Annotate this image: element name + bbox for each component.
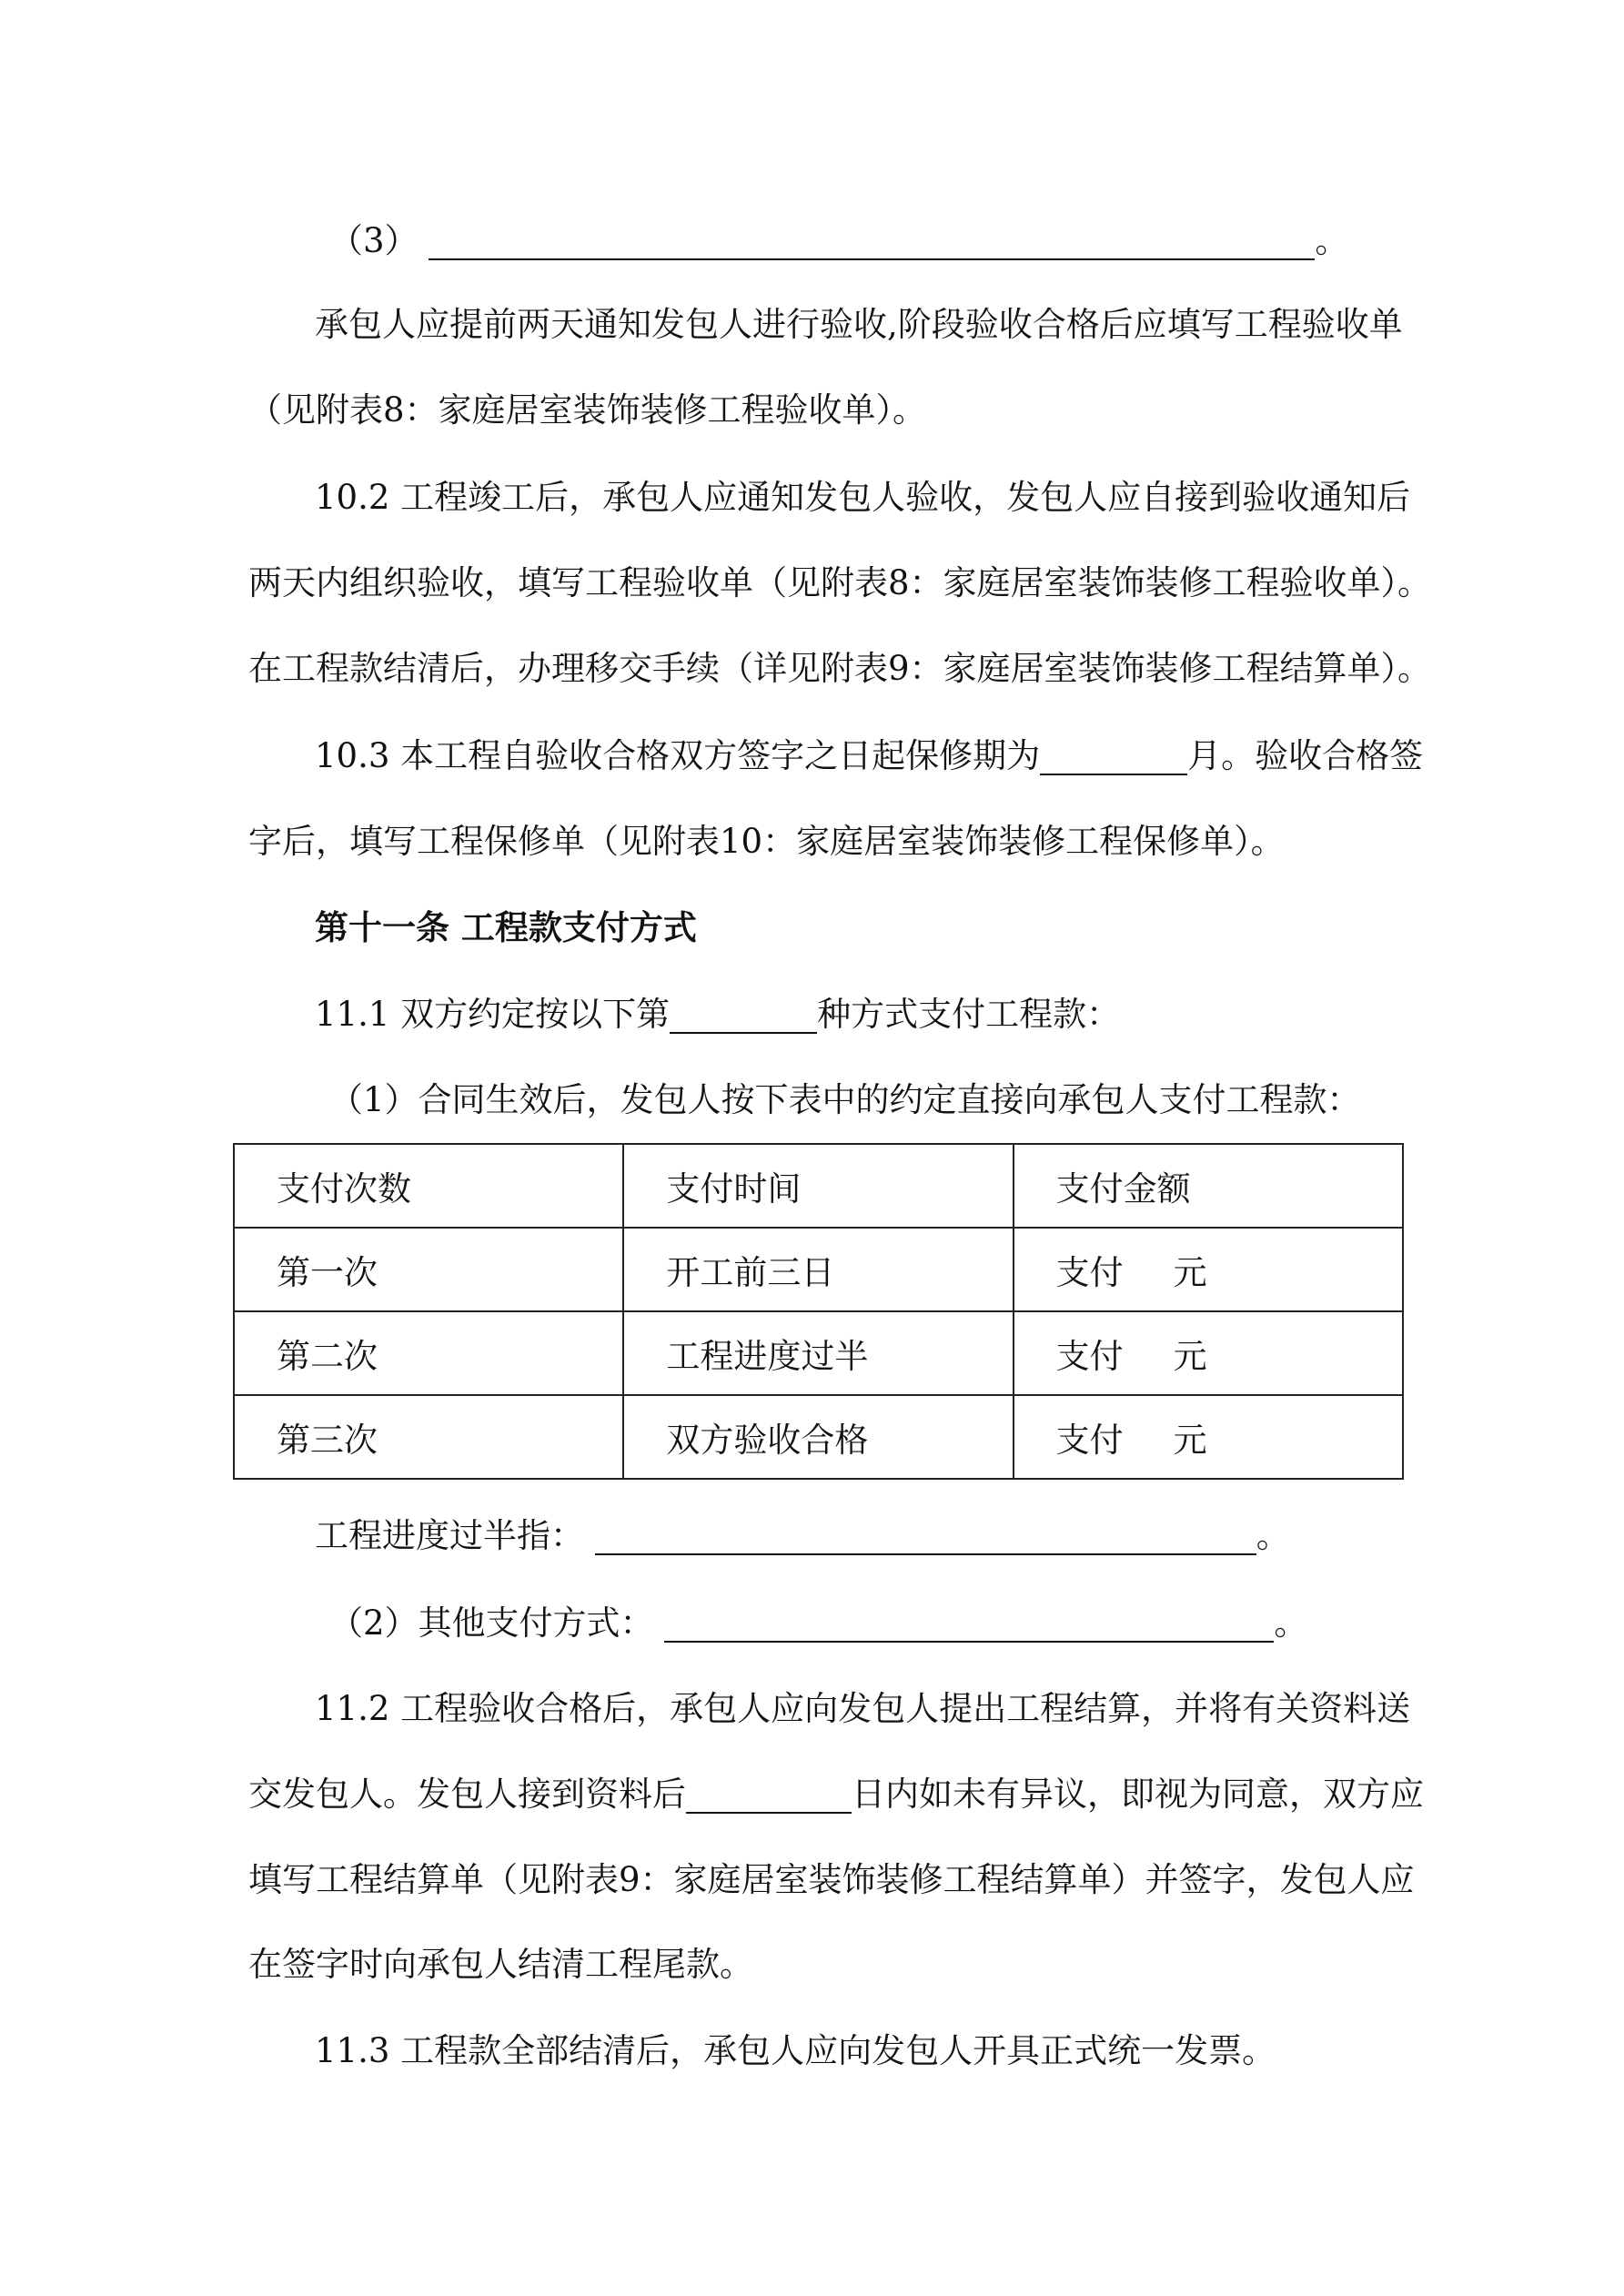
period: 。	[1315, 221, 1349, 260]
paragraph-line: 承包人应提前两天通知发包人进行验收,阶段验收合格后应填写工程验收单	[315, 305, 1403, 344]
half-progress-label: 工程进度过半指：	[315, 1516, 584, 1555]
period: 。	[1274, 1603, 1308, 1643]
clause-11-3-line: 11.3 工程款全部结清后，承包人应向发包人开具正式统一发票。	[315, 2031, 1276, 2070]
header-cell: 支付时间	[623, 1144, 1013, 1228]
unit-label: 元	[1173, 1421, 1207, 1460]
pay-label: 支付	[1055, 1337, 1124, 1376]
clause-10-2-line: 在工程款结清后，办理移交手续（详见附表9：家庭居室装饰装修工程结算单）。	[248, 649, 1432, 688]
payment-method-blank[interactable]	[670, 996, 817, 1034]
paragraph-line: （见附表8：家庭居室装饰装修工程验收单）。	[248, 390, 927, 430]
option-2-line	[329, 1581, 1307, 1666]
clause-11-1-line	[315, 972, 1120, 1057]
header-cell: 支付金额	[1014, 1144, 1403, 1228]
amount-cell[interactable]	[1014, 1395, 1403, 1479]
table-header-row	[234, 1144, 1403, 1228]
clause-11-2-line: 填写工程结算单（见附表9：家庭居室装饰装修工程结算单）并签字，发包人应	[248, 1860, 1415, 1899]
count-cell: 第一次	[234, 1228, 623, 1311]
warranty-months-blank[interactable]	[1040, 738, 1187, 775]
half-progress-line	[315, 1493, 1290, 1579]
other-payment-blank[interactable]	[664, 1605, 1274, 1643]
amount-cell[interactable]	[1014, 1311, 1403, 1395]
amount-cell[interactable]	[1014, 1228, 1403, 1311]
table-row	[234, 1228, 1403, 1311]
time-cell: 工程进度过半	[623, 1311, 1013, 1395]
half-progress-blank[interactable]	[595, 1518, 1256, 1555]
clause-11-2-line: 11.2 工程验收合格后，承包人应向发包人提出工程结算，并将有关资料送	[315, 1689, 1411, 1728]
item-3-line	[329, 198, 1348, 284]
header-cell: 支付次数	[234, 1144, 623, 1228]
option-1-line: （1）合同生效后，发包人按下表中的约定直接向承包人支付工程款：	[329, 1080, 1361, 1119]
payment-table	[233, 1143, 1404, 1480]
option-2-label: （2）其他支付方式：	[329, 1603, 654, 1643]
clause-10-3-line	[315, 713, 1424, 799]
pay-label: 支付	[1055, 1253, 1124, 1292]
count-cell: 第三次	[234, 1395, 623, 1479]
item-3-label: （3）	[329, 221, 419, 260]
clause-10-3-text: 10.3 本工程自验收合格双方签字之日起保修期为	[315, 736, 1041, 775]
clause-11-1-text: 11.1 双方约定按以下第	[315, 995, 671, 1034]
section-heading: 第十一条 工程款支付方式	[315, 907, 697, 947]
clause-10-3-line: 字后，填写工程保修单（见附表10：家庭居室装饰装修工程保修单）。	[248, 822, 1285, 861]
clause-10-3-text: 月。验收合格签	[1187, 736, 1424, 775]
clause-10-2-line: 10.2 工程竣工后，承包人应通知发包人验收，发包人应自接到验收通知后	[315, 478, 1411, 517]
table-row	[234, 1395, 1403, 1479]
period: 。	[1256, 1516, 1290, 1555]
time-cell: 开工前三日	[623, 1228, 1013, 1311]
clause-11-2-text: 日内如未有异议，即视为同意，双方应	[852, 1775, 1424, 1814]
clause-10-2-line: 两天内组织验收，填写工程验收单（见附表8：家庭居室装饰装修工程验收单）。	[248, 563, 1432, 602]
time-cell: 双方验收合格	[623, 1395, 1013, 1479]
unit-label: 元	[1173, 1337, 1207, 1376]
item-3-blank[interactable]	[429, 223, 1315, 260]
clause-11-2-line: 在签字时向承包人结清工程尾款。	[248, 1945, 753, 1984]
clause-11-2-text: 交发包人。发包人接到资料后	[248, 1775, 686, 1814]
clause-11-1-text: 种方式支付工程款：	[817, 995, 1121, 1034]
unit-label: 元	[1173, 1253, 1207, 1292]
table-row	[234, 1311, 1403, 1395]
objection-days-blank[interactable]	[686, 1776, 852, 1814]
pay-label: 支付	[1055, 1421, 1124, 1460]
count-cell: 第二次	[234, 1311, 623, 1395]
clause-11-2-line	[248, 1752, 1424, 1837]
